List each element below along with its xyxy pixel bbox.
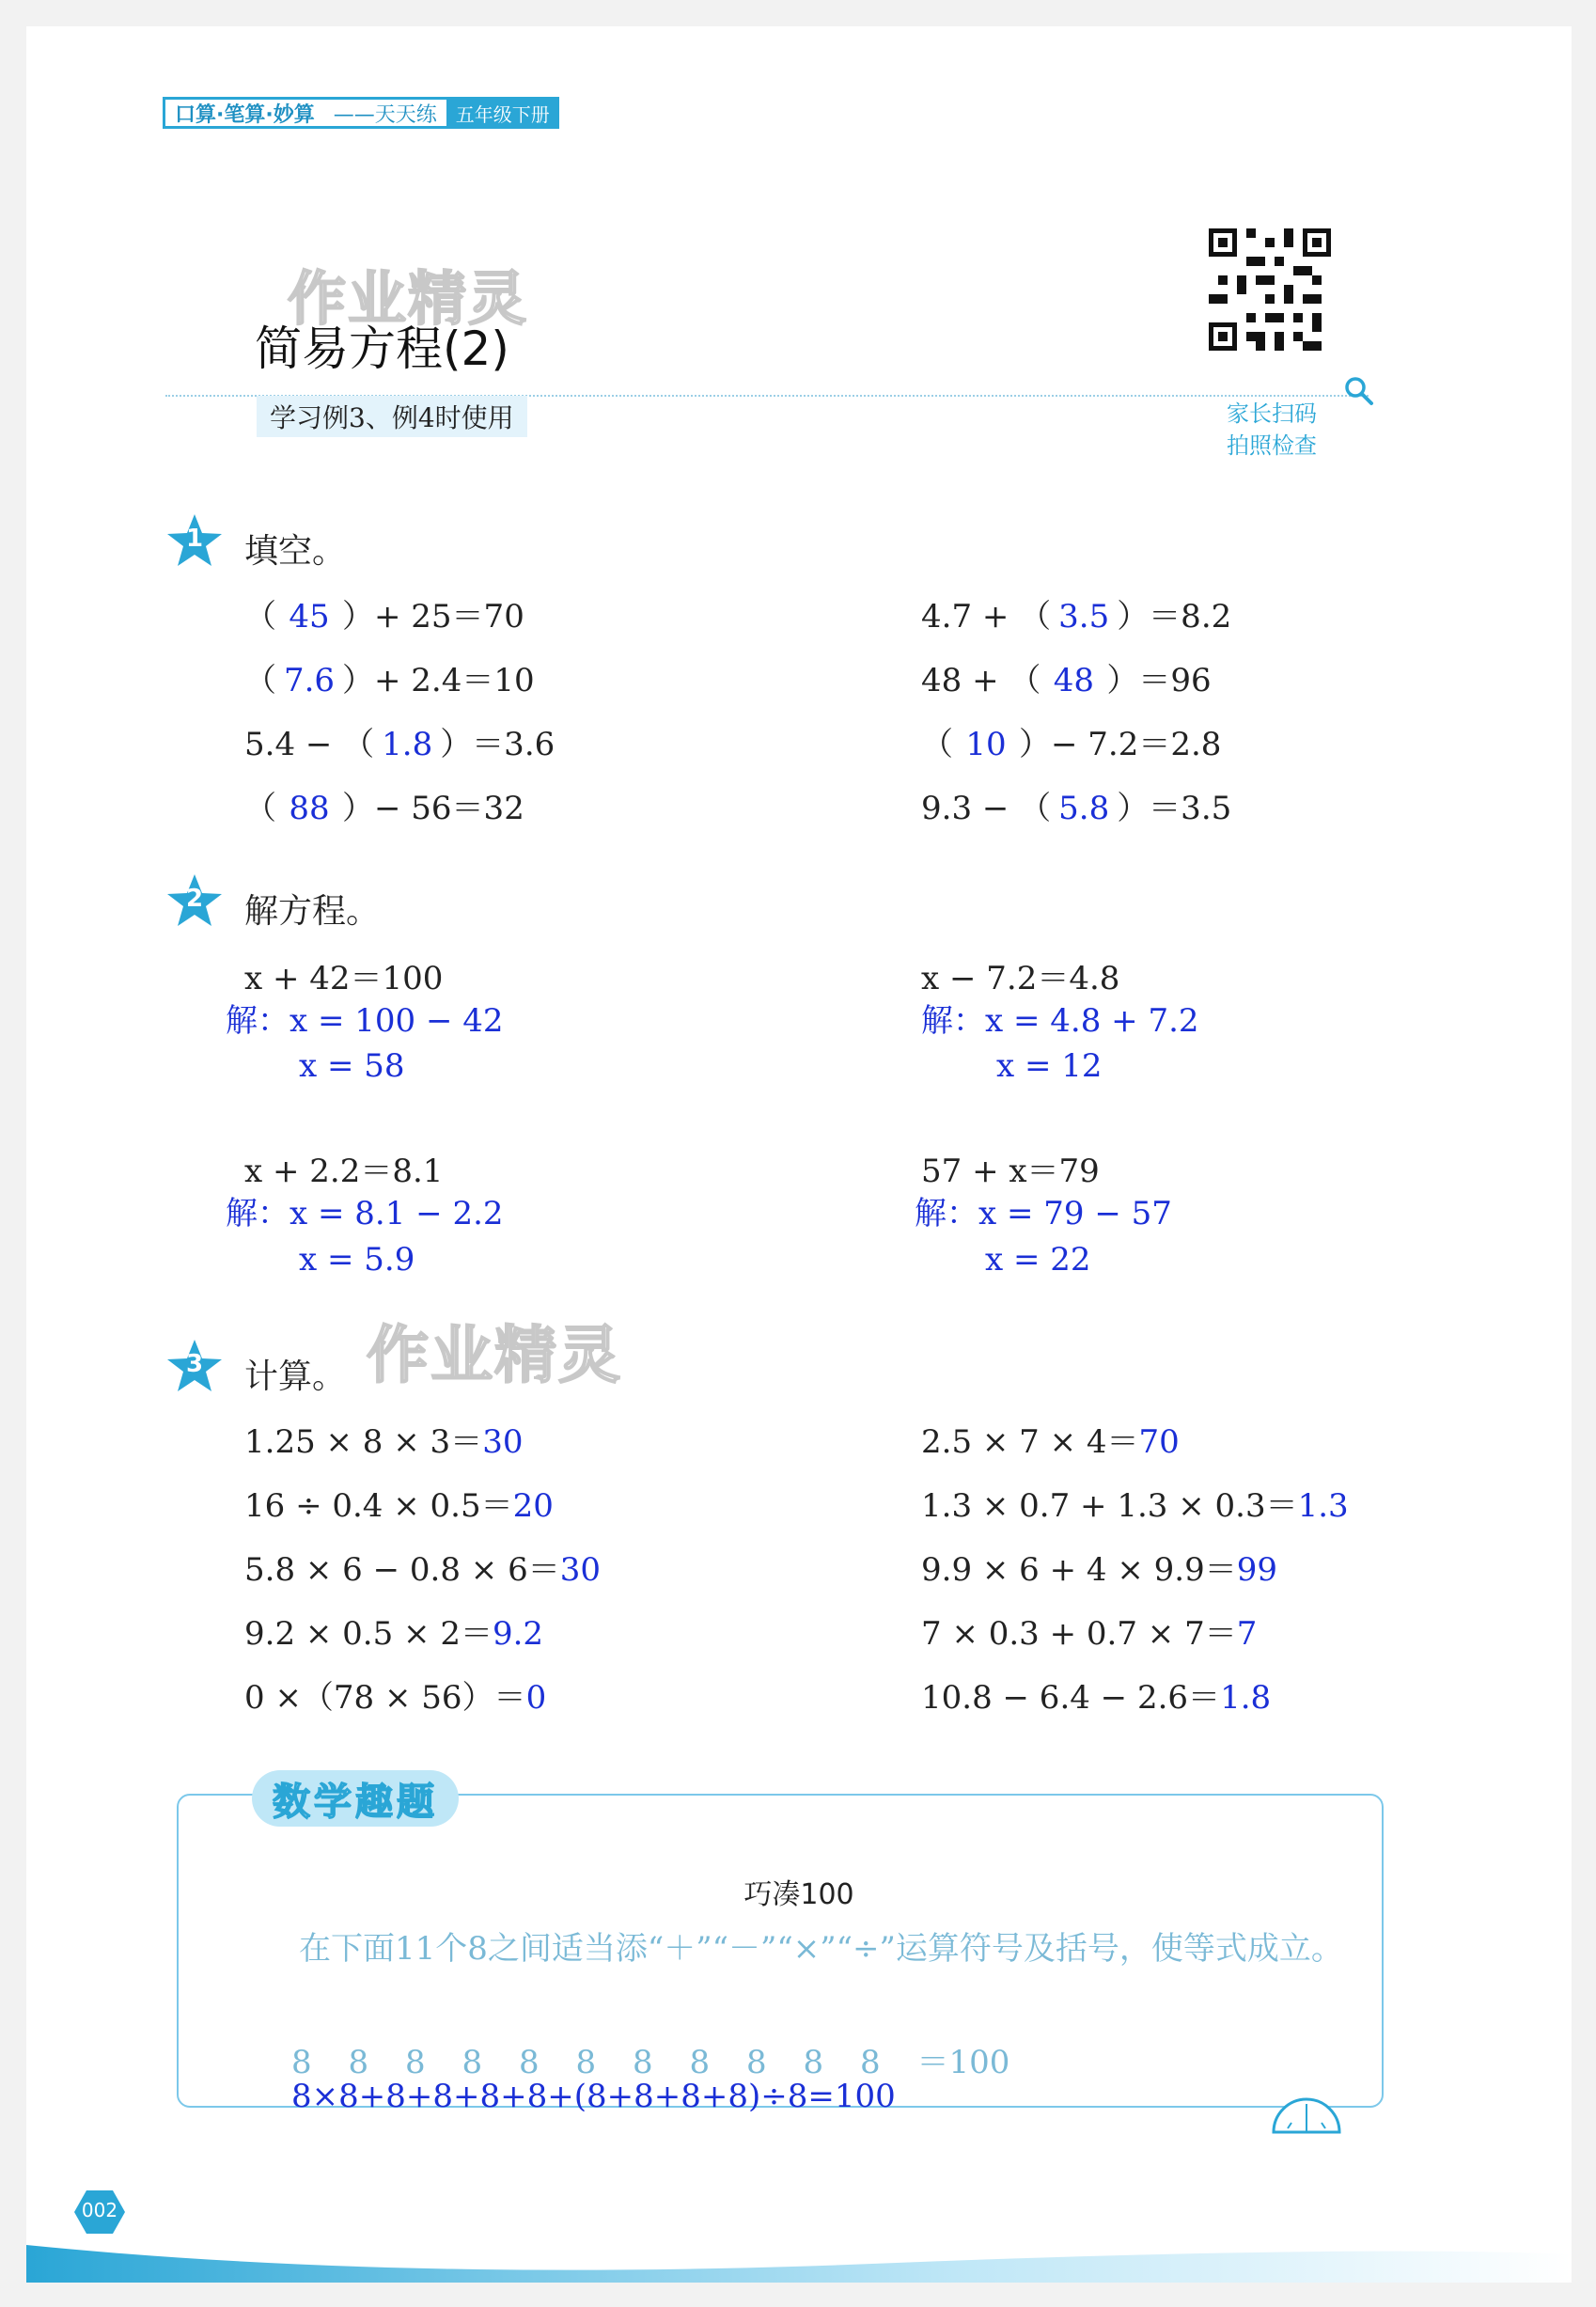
expression: 7 × 0.3 + 0.7 × 7＝	[921, 1615, 1237, 1653]
section-heading: 解方程。	[244, 892, 381, 931]
page-number: 002	[81, 2199, 118, 2221]
calc-right-column	[921, 1421, 1349, 1718]
item-text: ）＝3.6	[440, 726, 555, 763]
header-strip	[163, 97, 559, 129]
calc-item	[921, 1485, 1349, 1527]
item-text: （	[244, 662, 276, 699]
fun-problem-answer: 8×8+8+8+8+8+(8+8+8+8)÷8=100	[291, 2078, 896, 2115]
calc-item	[244, 1421, 601, 1463]
solution-result: x = 22	[985, 1241, 1091, 1279]
answer: 0	[525, 1679, 547, 1717]
fill-blank-item	[244, 596, 555, 637]
fun-problem-text: 在下面11个8之间适当添“＋”“－”“×”“÷”运算符号及括号，使等式成立。	[299, 1930, 1343, 1968]
digit: 8	[860, 2044, 881, 2081]
answer: 7.6	[283, 662, 336, 699]
section-number: 2	[185, 885, 204, 913]
solution-step: 解：x = 100 − 42	[226, 1002, 504, 1040]
fun-problem-tag: 数学趣题	[252, 1770, 459, 1827]
item-text: 5.4 − （	[244, 726, 375, 763]
equation: x + 2.2＝8.1	[244, 1153, 444, 1190]
expression: 9.9 × 6 + 4 × 9.9＝	[921, 1551, 1237, 1589]
expression: 2.5 × 7 × 4＝	[921, 1423, 1139, 1461]
answer: 99	[1236, 1551, 1277, 1589]
equation: x − 7.2＝4.8	[921, 960, 1120, 997]
qr-note	[1206, 398, 1338, 462]
digit: 8	[633, 2044, 653, 2081]
item-text: ）+ 2.4＝10	[342, 662, 535, 699]
watermark: 作业精灵	[288, 264, 529, 333]
fill-blank-item	[244, 788, 555, 829]
item-text: ）+ 25＝70	[342, 598, 524, 636]
lesson-subtitle: 学习例3、例4时使用	[257, 396, 527, 437]
answer: 45	[289, 598, 330, 636]
digit: 8	[348, 2044, 369, 2081]
item-text: 4.7 + （	[921, 598, 1052, 636]
calc-item	[244, 1485, 601, 1527]
solution-result: x = 5.9	[299, 1241, 415, 1279]
expression: 0 ×（78 × 56）＝	[244, 1679, 526, 1717]
calc-item	[921, 1549, 1349, 1591]
qr-note-line: 家长扫码	[1227, 400, 1317, 427]
solution-step: 解：x = 4.8 + 7.2	[921, 1002, 1199, 1040]
equation: 57 + x＝79	[921, 1153, 1100, 1190]
workbook-page	[26, 26, 1572, 2283]
item-text: 9.3 − （	[921, 790, 1052, 827]
protractor-icon	[1269, 2076, 1344, 2142]
answer: 30	[482, 1423, 524, 1461]
answer: 20	[512, 1487, 554, 1525]
answer: 48	[1053, 662, 1094, 699]
calc-item	[244, 1549, 601, 1591]
expression: 1.3 × 0.7 + 1.3 × 0.3＝	[921, 1487, 1298, 1525]
expression: 16 ÷ 0.4 × 0.5＝	[244, 1487, 513, 1525]
fill-blank-item	[244, 724, 555, 765]
section-number: 3	[185, 1350, 204, 1378]
answer: 70	[1138, 1423, 1180, 1461]
item-text: （	[244, 598, 276, 636]
calc-item	[244, 1677, 601, 1718]
solution-step: 解：x = 8.1 − 2.2	[226, 1195, 504, 1232]
item-text: ）＝96	[1106, 662, 1212, 699]
solution-step: 解：x = 79 − 57	[915, 1195, 1172, 1232]
calc-item	[921, 1613, 1349, 1655]
header-series: ——天天练	[324, 97, 446, 129]
section-number: 1	[185, 525, 204, 553]
target: ＝100	[916, 2044, 1010, 2081]
fill-blank-left-column	[244, 596, 555, 829]
fill-blank-item	[921, 788, 1231, 829]
digit: 8	[291, 2044, 312, 2081]
magnifier-icon	[1342, 374, 1376, 408]
qr-code-icon[interactable]	[1209, 228, 1331, 351]
item-text: （	[244, 790, 276, 827]
item-text: （	[921, 726, 953, 763]
digit: 8	[575, 2044, 597, 2081]
expression: 9.2 × 0.5 × 2＝	[244, 1615, 493, 1653]
answer: 1.8	[382, 726, 433, 763]
fill-blank-item	[921, 724, 1231, 765]
fill-blank-item	[921, 596, 1231, 637]
fun-problem-digits	[291, 2036, 1009, 2082]
digit: 8	[746, 2044, 767, 2081]
item-text: ）− 7.2＝2.8	[1019, 726, 1222, 763]
answer: 88	[289, 790, 330, 827]
answer: 10	[965, 726, 1007, 763]
equation: x + 42＝100	[244, 960, 444, 997]
answer: 30	[559, 1551, 601, 1589]
bottom-band	[26, 2226, 1572, 2283]
qr-note-line: 拍照检查	[1227, 432, 1317, 459]
item-text: ）＝3.5	[1117, 790, 1232, 827]
fill-blank-item	[921, 660, 1231, 701]
lesson-title: 简易方程(2)	[255, 322, 509, 376]
calc-item	[244, 1613, 601, 1655]
fill-blank-right-column	[921, 596, 1231, 829]
solution-result: x = 12	[996, 1047, 1103, 1085]
section-heading: 计算。	[244, 1358, 347, 1396]
answer: 1.3	[1297, 1487, 1349, 1525]
calc-item	[921, 1421, 1349, 1463]
digit: 8	[519, 2044, 540, 2081]
digit: 8	[689, 2044, 711, 2081]
calc-item	[921, 1677, 1349, 1718]
header-grade: 五年级下册	[446, 97, 559, 129]
solution-result: x = 58	[299, 1047, 405, 1085]
item-text: ）＝8.2	[1117, 598, 1232, 636]
fill-blank-item	[244, 660, 555, 701]
answer: 9.2	[492, 1615, 544, 1653]
watermark: 作业精灵	[367, 1319, 622, 1391]
digit: 8	[462, 2044, 483, 2081]
answer: 5.8	[1058, 790, 1110, 827]
section-heading: 填空。	[244, 532, 347, 571]
item-text: ）− 56＝32	[342, 790, 524, 827]
header-brand: 口算·笔算·妙算	[163, 97, 324, 129]
expression: 10.8 − 6.4 − 2.6＝	[921, 1679, 1221, 1717]
digit: 8	[803, 2044, 824, 2081]
fun-problem-title: 巧凑100	[743, 1878, 854, 1911]
answer: 3.5	[1058, 598, 1110, 636]
digit: 8	[405, 2044, 426, 2081]
expression: 5.8 × 6 − 0.8 × 6＝	[244, 1551, 560, 1589]
calc-left-column	[244, 1421, 601, 1718]
item-text: 48 + （	[921, 662, 1041, 699]
expression: 1.25 × 8 × 3＝	[244, 1423, 483, 1461]
answer: 7	[1236, 1615, 1258, 1653]
answer: 1.8	[1220, 1679, 1272, 1717]
